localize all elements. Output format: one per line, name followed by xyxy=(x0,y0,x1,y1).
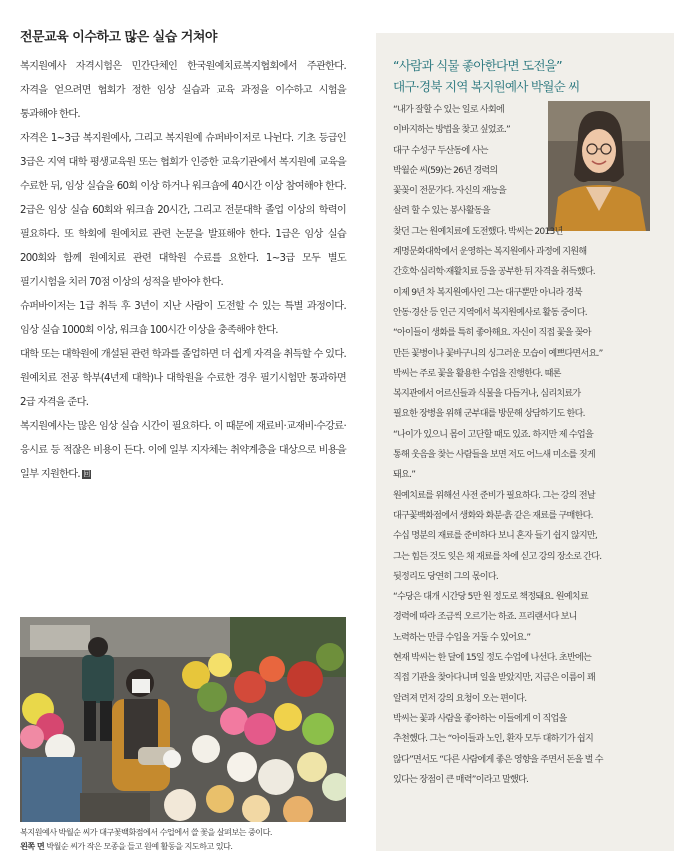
sidebar-title: “사람과 식물 좋아한다면 도전을” xyxy=(393,58,562,73)
sidebar-line: 필요한 장병을 위해 군부대를 방문해 상담하기도 한다. xyxy=(393,409,585,420)
main-article xyxy=(20,26,346,487)
sidebar-line: “수당은 대개 시간당 5만 원 정도로 책정돼요. 원예치료 xyxy=(393,592,588,603)
sidebar-line: “나이가 있으니 몸이 고단할 때도 있죠. 하지만 제 수업을 xyxy=(393,429,593,440)
paragraph-university: 대학 또는 대학원에 개설된 관련 학과를 졸업하면 더 쉽게 자격을 취득할 수 있다. 원예치료 전공 학부(4년제 대학)나 대학원을 수료한 경우 필기시험만 통과하면 2급 자격을 준다. xyxy=(20,349,346,408)
sidebar-line: 박월순 씨(59)는 26년 경력의 xyxy=(393,165,498,176)
photo-caption xyxy=(20,826,346,853)
sidebar-line: “아이들이 생화를 특히 좋아해요. 자신이 직접 꽃을 꽂아 xyxy=(393,328,591,339)
sidebar-line: 계명문화대학에서 운영하는 복지원예사 과정에 지원해 xyxy=(393,247,587,258)
sidebar-line: 박씨는 꽃과 사람을 좋아하는 이들에게 이 직업을 xyxy=(393,713,567,724)
sidebar-line: 돼요.” xyxy=(393,470,416,481)
sidebar-line: 대구 수성구 두산동에 사는 xyxy=(393,145,488,156)
sidebar-line: 그는 힘든 것도 잊은 채 재료를 차에 싣고 강의 장소로 간다. xyxy=(393,551,602,562)
sidebar-line: 않다”면서도 “다른 사람에게 좋은 영향을 주면서 돈을 벌 수 xyxy=(393,754,603,765)
paragraph-grades: 자격은 1~3급 복지원예사, 그리고 복지원예 슈퍼바이저로 나뉜다. 기초 등급인 3급은 지역 대학 평생교육원 또는 협회가 인증한 교육기관에서 복지원예 교육을 수료한 뒤, 임상 실습을 60회 이상 하거나 워크숍에 40시간 이상 참여해야 한다. 2급은 임상 실습 60회와 워크숍 20시간, 그리고 전문대학 졸업 이상의 학력이 필요하다. 또 학회에 원예치료 관련 논문을 발표해야 한다. 1급은 임상 실습 200회와 함께 원예치료 관련 대학원 수료를 요한다. 1~3급 모두 별도 필기시험을 치러 70점 이상의 성적을 받아야 한다. xyxy=(20,133,346,288)
sidebar-line: 꽃꽂이 전문가다. 자신의 재능을 xyxy=(393,186,507,197)
sidebar-line: 수십 명분의 재료를 준비하다 보니 혼자 들기 쉽지 않지만, xyxy=(393,531,598,542)
sidebar-line: 대구꽃백화점에서 생화와 화분·흙 같은 재료를 구매한다. xyxy=(393,510,593,521)
sidebar-line: 직접 기관을 찾아다니며 일을 받았지만, 지금은 이름이 꽤 xyxy=(393,673,595,684)
sidebar-body xyxy=(393,100,655,790)
sidebar-subtitle: 대구·경북 지역 복지원예사 박월순 씨 xyxy=(393,79,580,94)
sidebar-line: 복지관에서 어르신들과 식물을 다듬거나, 심리치료가 xyxy=(393,389,581,400)
sidebar-line: 통해 웃음을 찾는 사람들을 보면 저도 어느새 미소를 짓게 xyxy=(393,450,595,461)
sidebar-line: 추천했다. 그는 “아이들과 노인, 환자 모두 대하기가 쉽지 xyxy=(393,734,593,745)
paragraph-supervisor: 슈퍼바이저는 1급 취득 후 3년이 지난 사람이 도전할 수 있는 특별 과정이다. 임상 실습 1000회 이상, 워크숍 100시간 이상을 충족해야 한다. xyxy=(20,301,346,336)
sidebar-line: 경력에 따라 조금씩 오르기는 하죠. 프리랜서다 보니 xyxy=(393,612,577,623)
sidebar-line: 있다는 장점이 큰 매력”이라고 말했다. xyxy=(393,774,529,785)
flower-market-illustration xyxy=(20,617,346,822)
caption-direction-label: 왼쪽 면 xyxy=(20,840,45,851)
sidebar-line: 현재 박씨는 한 달에 15일 정도 수업에 나선다. 초반에는 xyxy=(393,653,592,664)
paragraph-exam-host: 복지원예사 자격시험은 민간단체인 한국원예치료복지협회에서 주관한다. 자격을 얻으려면 협회가 정한 임상 실습과 교육 과정을 이수하고 시험을 통과해야 한다. xyxy=(20,61,346,120)
sidebar-line: 알려져 먼저 강의 요청이 오는 편이다. xyxy=(393,693,527,704)
sidebar-line: 찾던 그는 원예치료에 도전했다. 박씨는 2013년 xyxy=(393,226,563,237)
paragraph-costs xyxy=(20,415,346,487)
paragraph-costs-text: 복지원예사는 많은 임상 실습 시간이 필요하다. 이 때문에 재료비·교재비·수강료·응시료 등 적잖은 비용이 든다. 이에 일부 지자체는 취약계층을 대상으로 비용을 일부 지원한다. xyxy=(20,421,346,480)
sidebar-line: 간호학·심리학·재활치료 등을 공부한 뒤 자격을 취득했다. xyxy=(393,267,595,278)
sidebar-line: 박씨는 주로 꽃을 활용한 수업을 진행한다. 때론 xyxy=(393,368,561,379)
sidebar-line: 뒷정리도 당연히 그의 몫이다. xyxy=(393,571,498,582)
article-end-mark: 回 xyxy=(83,469,90,478)
section-heading: 전문교육 이수하고 많은 실습 거쳐야 xyxy=(20,30,217,45)
sidebar-line: 안동·경산 등 인근 지역에서 복지원예사로 활동 중이다. xyxy=(393,307,587,318)
sidebar-line: 원예치료를 위해선 사전 준비가 필요하다. 그는 강의 전날 xyxy=(393,490,595,501)
sidebar-line: 만든 꽃병이나 꽃바구니의 싱그러운 모습이 예쁘다면서요.” xyxy=(393,348,603,359)
caption-line-2 xyxy=(20,840,346,854)
sidebar-line: 이바지하는 방법을 찾고 싶었죠.” xyxy=(393,125,510,136)
caption-line-2-text: 박월순 씨가 작은 모종을 들고 원예 활동을 지도하고 있다. xyxy=(44,840,233,851)
sidebar-line: 노력하는 만큼 수입을 거둘 수 있어요.” xyxy=(393,632,531,643)
sidebar-line: 살려 할 수 있는 봉사활동을 xyxy=(393,206,490,217)
sidebar-line: 이제 9년 차 복지원예사인 그는 대구뿐만 아니라 경북 xyxy=(393,287,582,298)
caption-line-1: 복지원예사 박월순 씨가 대구꽃백화점에서 수업에서 쓸 꽃을 살펴보는 중이다. xyxy=(20,827,272,837)
interview-sidebar xyxy=(376,33,674,851)
sidebar-line: “내가 잘할 수 있는 일로 사회에 xyxy=(393,105,505,115)
flower-market-photo xyxy=(20,617,346,822)
